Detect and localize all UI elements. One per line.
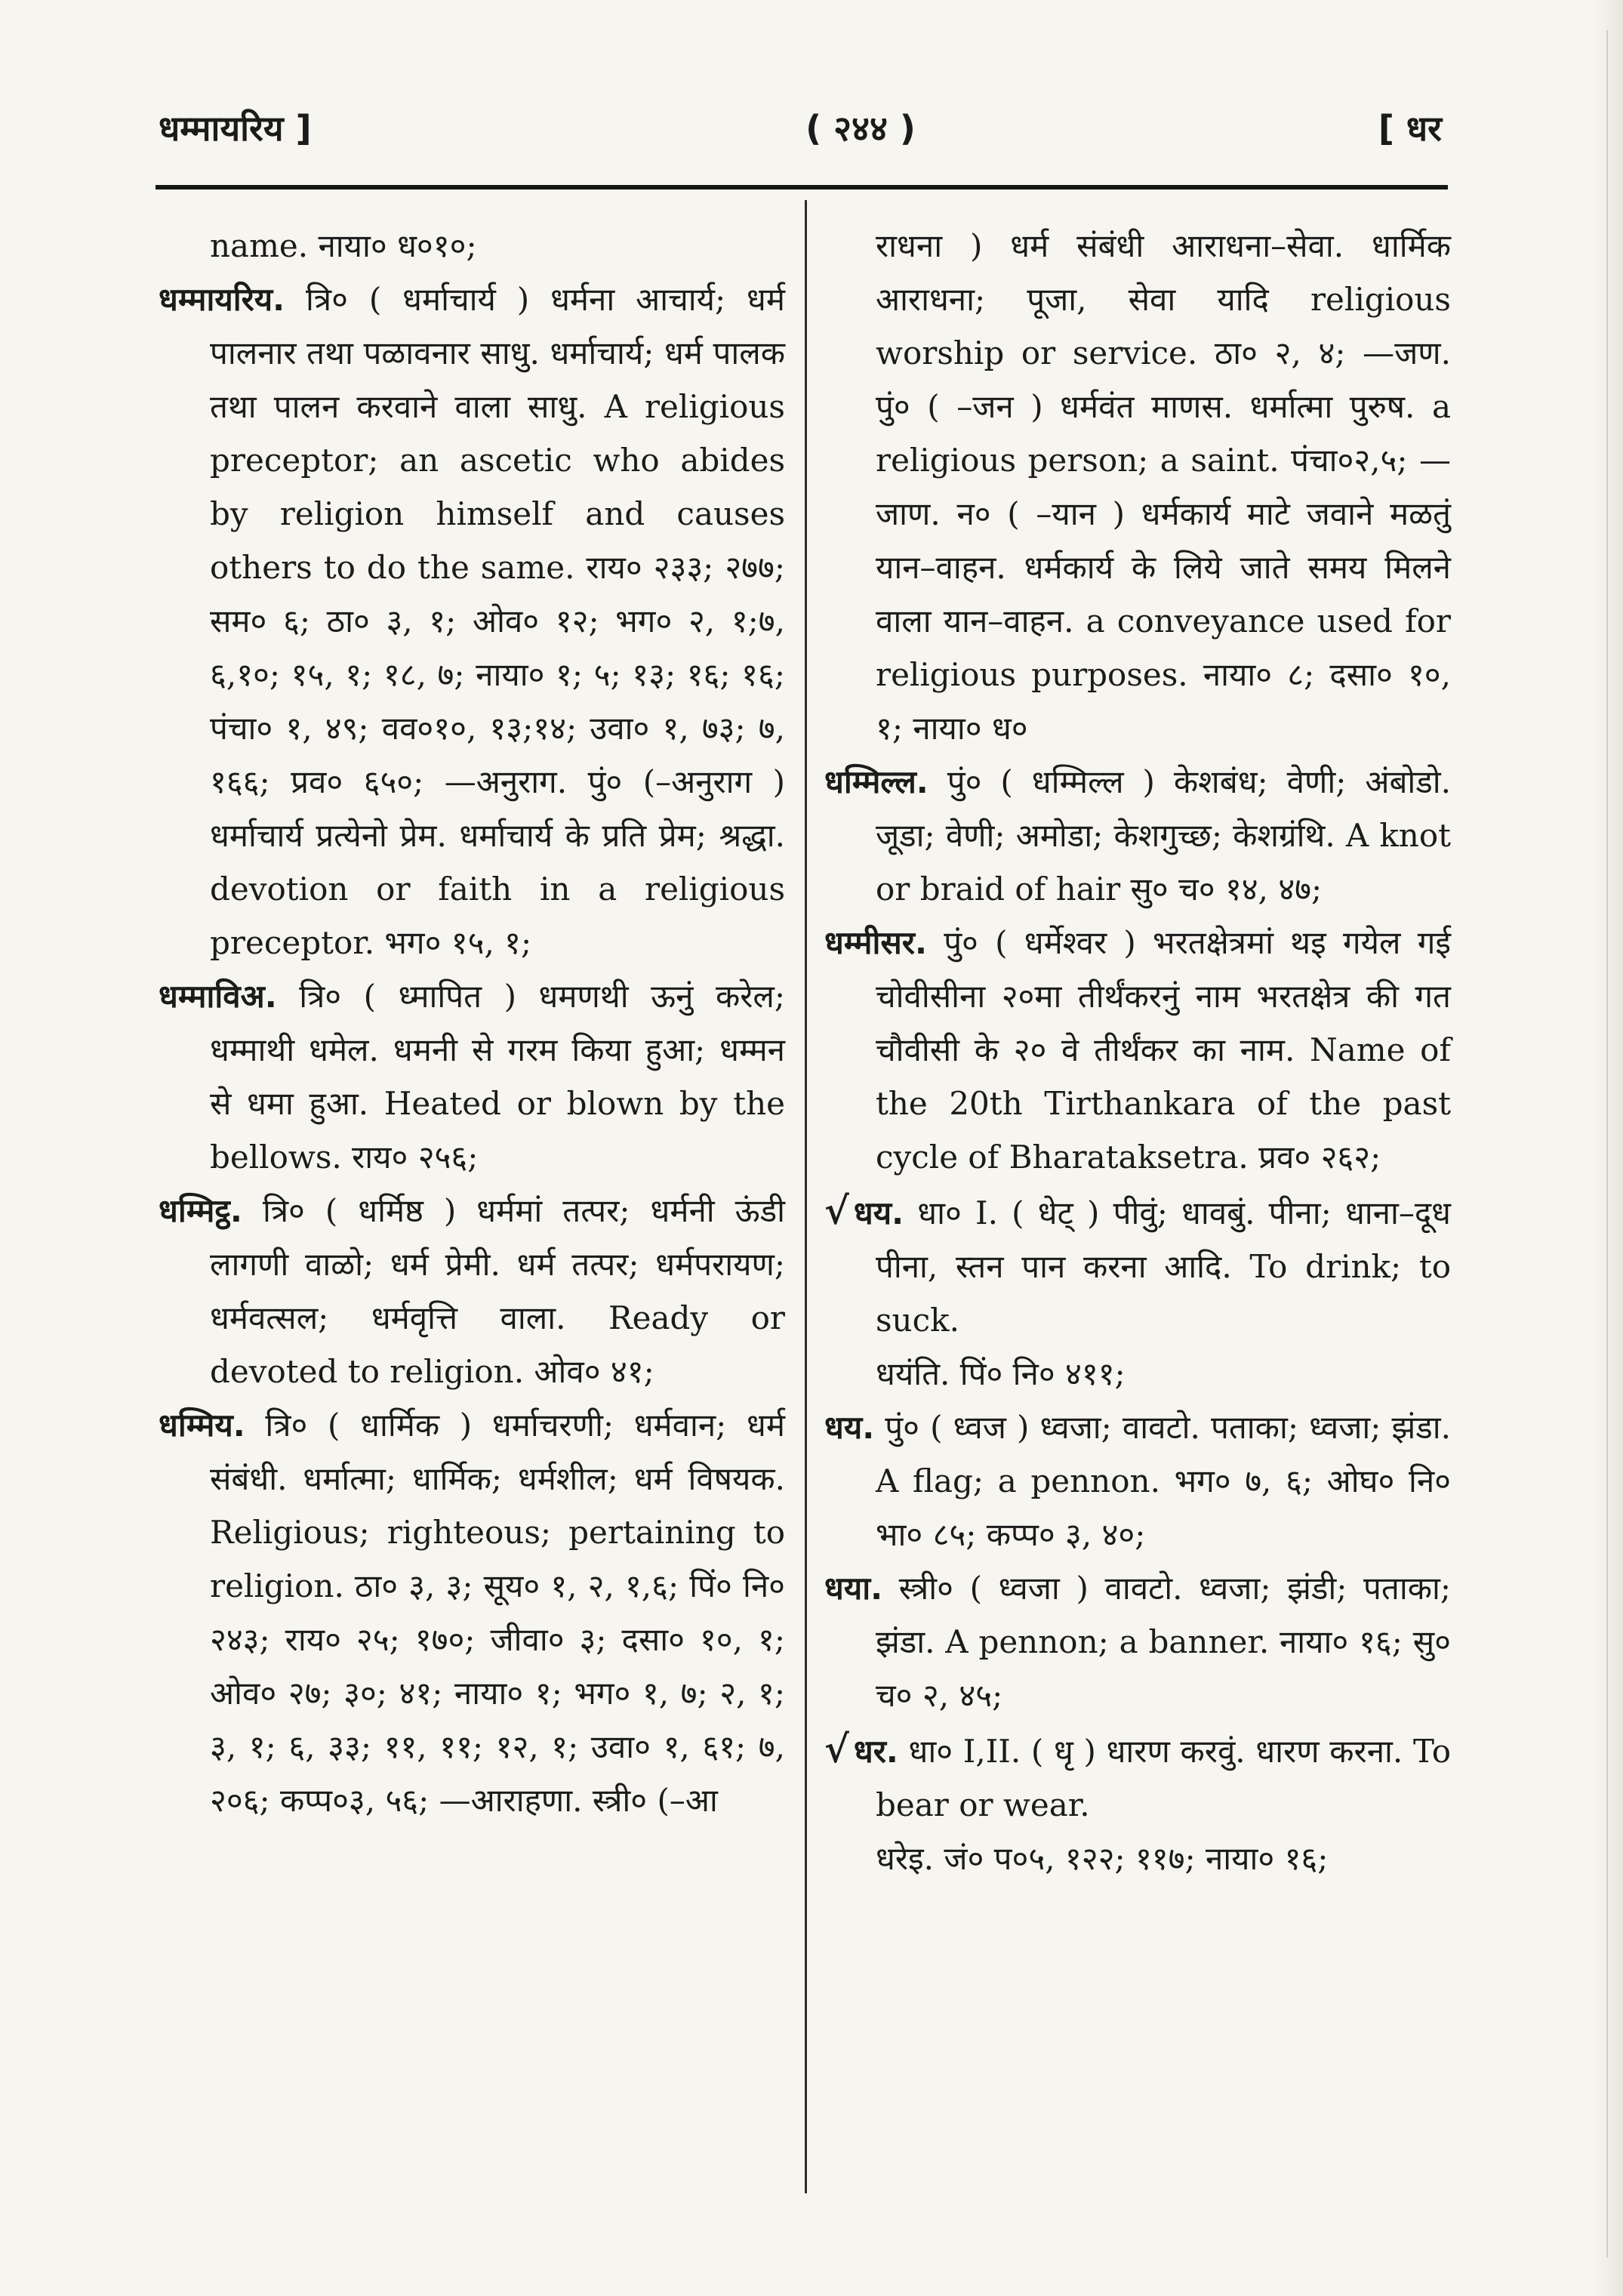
entry-text: स्त्री० ( ध्वजा ) वावटो. ध्वजा; झंडी; पताका; झंडा. A pennon; a banner. नाया० १६; सु० च० २, ४५; xyxy=(876,1570,1451,1714)
entry-text: त्रि० ( धार्मिक ) धर्माचरणी; धर्मवान; धर्म संबंधी. धर्मात्मा; धार्मिक; धर्मशील; धर्म विषयक. Religious; righteous; pertaining to religion. ठा० ३, ३; सूय० १, २, १,६; पिं० नि० २४३; राय० २५; १७०; जीवा० ३; दसा० १०, १; ओव० २७; ३०; ४१; नाया० १; भग० १, ७; २, १; ३, १; ६, ३३; ११, ११; १२, १; उवा० १, ६१; ७, २०६; कप्प०३, ५६; —आराहणा. स्त्री० (–आ xyxy=(210,1407,785,1819)
dictionary-entry xyxy=(159,969,785,1184)
entry-text: पुं० ( धर्मेश्वर ) भरतक्षेत्रमां थइ गयेल गई चोवीसीना २०मा तीर्थंकरनुं नाम भरतक्षेत्र की गत चौवीसी के २० वे तीर्थंकर का नाम. Name of the 20th Tirthankara of the past cycle of Bharataksetra. प्रव० २६२; xyxy=(876,924,1451,1176)
page-number: ( २४४ ) xyxy=(805,108,916,149)
entry-text: त्रि० ( धर्मिष्ठ ) धर्ममां तत्पर; धर्मनी ऊंडी लागणी वाळो; धर्म प्रेमी. धर्म तत्पर; धर्मपरायण; धर्मवत्सल; धर्मवृत्ति वाला. Ready or devoted to religion. ओव० ४१; xyxy=(210,1192,785,1390)
entry-text: name. नाया० ध०१०; xyxy=(210,227,477,264)
entry-headword: धम्मिय. xyxy=(159,1407,245,1444)
dictionary-entry xyxy=(824,1722,1451,1832)
root-checkmark-icon: √ xyxy=(824,1188,849,1233)
header-rule xyxy=(156,185,1448,190)
verb-form-line xyxy=(824,1347,1451,1401)
dictionary-entry xyxy=(824,755,1451,916)
entry-headword: धय. xyxy=(824,1409,875,1446)
verb-form-line xyxy=(824,1832,1451,1885)
entry-headword: धया. xyxy=(824,1570,883,1607)
column-divider xyxy=(805,200,807,2193)
entry-text: पुं० ( धम्मिल्ल ) केशबंध; वेणी; अंबोडो. जूडा; वेणी; अमोडा; केशगुच्छ; केशग्रंथि. A knot or braid of hair सु० च० १४, ४७; xyxy=(876,763,1452,908)
entry-text: धा० I. ( धेट् ) पीवुं; धावबुं. पीना; धाना–दूध पीना, स्तन पान करना आदि. To drink; to suck. xyxy=(876,1194,1451,1339)
entry-headword: धम्मायरिय. xyxy=(159,281,285,318)
dictionary-entry xyxy=(824,916,1451,1184)
page-edge-shadow xyxy=(1593,0,1623,2296)
entry-headword: धम्मिट्ठ. xyxy=(159,1192,242,1229)
root-checkmark-icon: √ xyxy=(824,1727,849,1771)
continued-entry xyxy=(159,219,785,273)
header-right-guide-word: [ धर xyxy=(1378,108,1442,149)
entry-text: धरेइ. जं० प०५, १२२; ११७; नाया० १६; xyxy=(876,1840,1329,1877)
entry-text: धयंति. पिं० नि० ४११; xyxy=(876,1355,1126,1392)
dictionary-entry xyxy=(159,1398,785,1827)
dictionary-entry xyxy=(159,273,785,969)
entry-text: त्रि० ( धर्माचार्य ) धर्मना आचार्य; धर्म पालनार तथा पळावनार साधु. धर्माचार्य; धर्म पालक तथा पालन करवाने वाला साधु. A religious preceptor; an ascetic who abides by religion himself and causes others to do the same. राय० २३३; २७७; सम० ६; ठा० ३, १; ओव० १२; भग० २, १;७, ६,१०; १५, १; १८, ७; नाया० १; ५; १३; १६; १६; पंचा० १, ४९; वव०१०, १३;१४; उवा० १, ७३; ७, १६६; प्रव० ६५०; —अनुराग. पुं० (–अनुराग ) धर्माचार्य प्रत्येनो प्रेम. धर्माचार्य के प्रति प्रेम; श्रद्धा. devotion or faith in a religious preceptor. भग० १५, १; xyxy=(210,281,785,961)
continued-entry xyxy=(824,219,1451,755)
entry-headword: धम्माविअ. xyxy=(159,978,277,1015)
entry-headword: धय. xyxy=(853,1194,904,1231)
dictionary-entry xyxy=(824,1184,1451,1347)
scan-artifact-line xyxy=(1606,30,1608,2257)
entry-text: राधना ) धर्म संबंधी आराधना–सेवा. धार्मिक आराधना; पूजा, सेवा यादि religious worship or service. ठा० २, ४; —जण. पुं० ( –जन ) धर्मवंत माणस. धर्मात्मा पुरुष. a religious person; a saint. पंचा०२,५; —जाण. न० ( –यान ) धर्मकार्य माटे जवाने मळतुं यान–वाहन. धर्मकार्य के लिये जाते समय मिलने वाला यान–वाहन. a conveyance used for religious purposes. नाया० ८; दसा० १०, १; नाया० ध० xyxy=(876,227,1451,747)
entry-text: पुं० ( ध्वज ) ध्वजा; वावटो. पताका; ध्वजा; झंडा. A flag; a pennon. भग० ७, ६; ओघ० नि० भा० ८५; कप्प० ३, ४०; xyxy=(876,1409,1451,1553)
dictionary-entry xyxy=(824,1401,1451,1561)
entry-headword: धम्मिल्ल. xyxy=(824,763,929,800)
entry-headword: धर. xyxy=(853,1733,898,1770)
dictionary-entry xyxy=(824,1561,1451,1722)
header-left-guide-word: धम्मायरिय ] xyxy=(159,108,312,149)
right-column xyxy=(824,219,1451,1885)
left-column xyxy=(159,219,785,1827)
entry-headword: धम्मीसर. xyxy=(824,924,927,961)
entry-text: त्रि० ( ध्मापित ) धमणथी ऊनुं करेल; धम्माथी धमेल. धमनी से गरम किया हुआ; धम्मन से धमा हुआ. Heated or blown by the bellows. राय० २५६; xyxy=(210,978,786,1176)
running-header xyxy=(159,98,1442,159)
entry-text: धा० I,II. ( धृ ) धारण करवुं. धारण करना. To bear or wear. xyxy=(876,1733,1451,1823)
dictionary-entry xyxy=(159,1184,785,1398)
